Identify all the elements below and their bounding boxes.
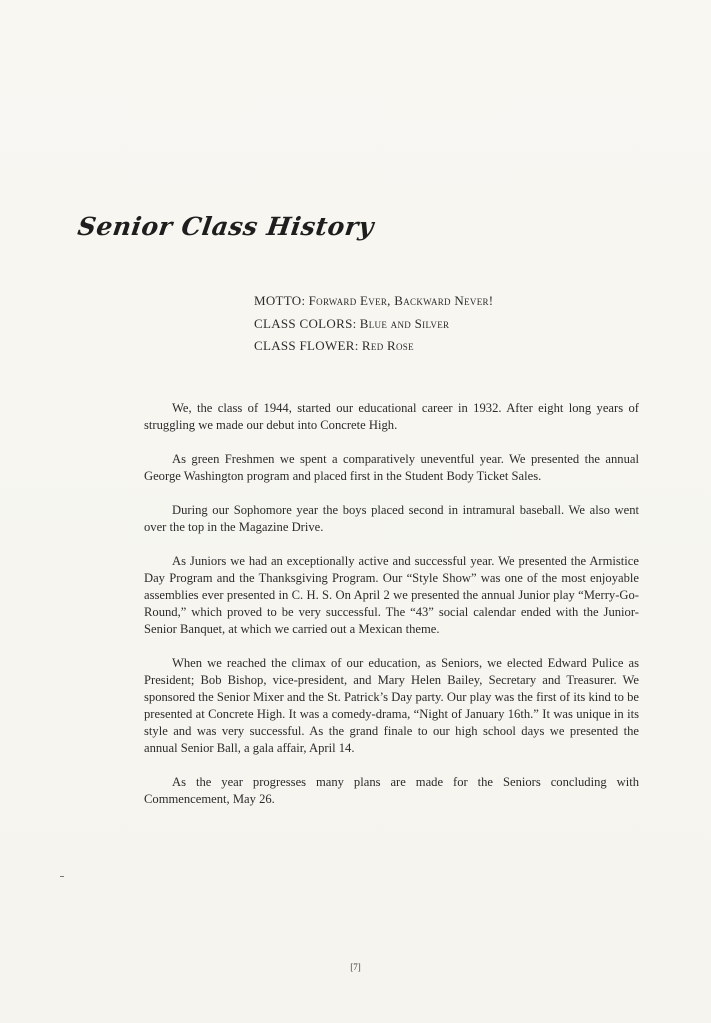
class-flower-value: Red Rose — [361, 338, 414, 353]
paragraph-commencement: As the year progresses many plans are made for the Seniors concluding with Commencement, May 26. — [144, 775, 639, 806]
paragraph-1932: We, the class of 1944, started our educational career in 1932. After eight long years of struggling we made our debut into Concrete High. — [144, 401, 639, 432]
motto-line — [254, 290, 493, 313]
class-colors-line — [254, 313, 493, 336]
paragraph-freshmen: As green Freshmen we spent a comparatively uneventful year. We presented the annual George Washington program and placed first in the Student Body Ticket Sales. — [144, 452, 639, 483]
paragraph-juniors: As Juniors we had an exceptionally active and successful year. We presented the Armistice Day Program and the Thanksgiving Program. Our “Style Show” was one of the most enjoyable assemblies ever presented in C. H. S. On April 2 we presented the annual Junior play “Merry-Go-Round,” which proved to be very successful. The “43” social calendar ended with the Junior-Senior Banquet, at which we carried out a Mexican theme. — [144, 554, 639, 636]
class-info-block — [254, 290, 493, 358]
page-speck — [60, 876, 64, 877]
history-body — [144, 400, 639, 825]
page-title: Senior Class History — [75, 212, 376, 241]
class-colors-label: CLASS COLORS: — [254, 315, 357, 331]
motto-label: MOTTO: — [254, 293, 306, 308]
class-flower-label: CLASS FLOWER: — [254, 338, 359, 353]
class-flower-line — [254, 335, 493, 358]
page-number: [7] — [350, 962, 361, 972]
class-colors-value: Blue and Silver — [359, 315, 450, 331]
paragraph-seniors: When we reached the climax of our education, as Seniors, we elected Edward Pulice as President; Bob Bishop, vice-president, and Mary Helen Bailey, Secretary and Treasurer. We sponsored the Senior Mixer and the St. Patrick’s Day party. Our play was the first of its kind to be presented at Concrete High. It was a comedy-drama, “Night of January 16th.” It was unique in its style and was very successful. As the grand finale to our high school days we presented the annual Senior Ball, a gala affair, April 14. — [144, 656, 639, 755]
paragraph-sophomore: During our Sophomore year the boys placed second in intramural baseball. We also went over the top in the Magazine Drive. — [144, 503, 639, 534]
motto-value: Forward Ever, Backward Never! — [308, 293, 494, 308]
